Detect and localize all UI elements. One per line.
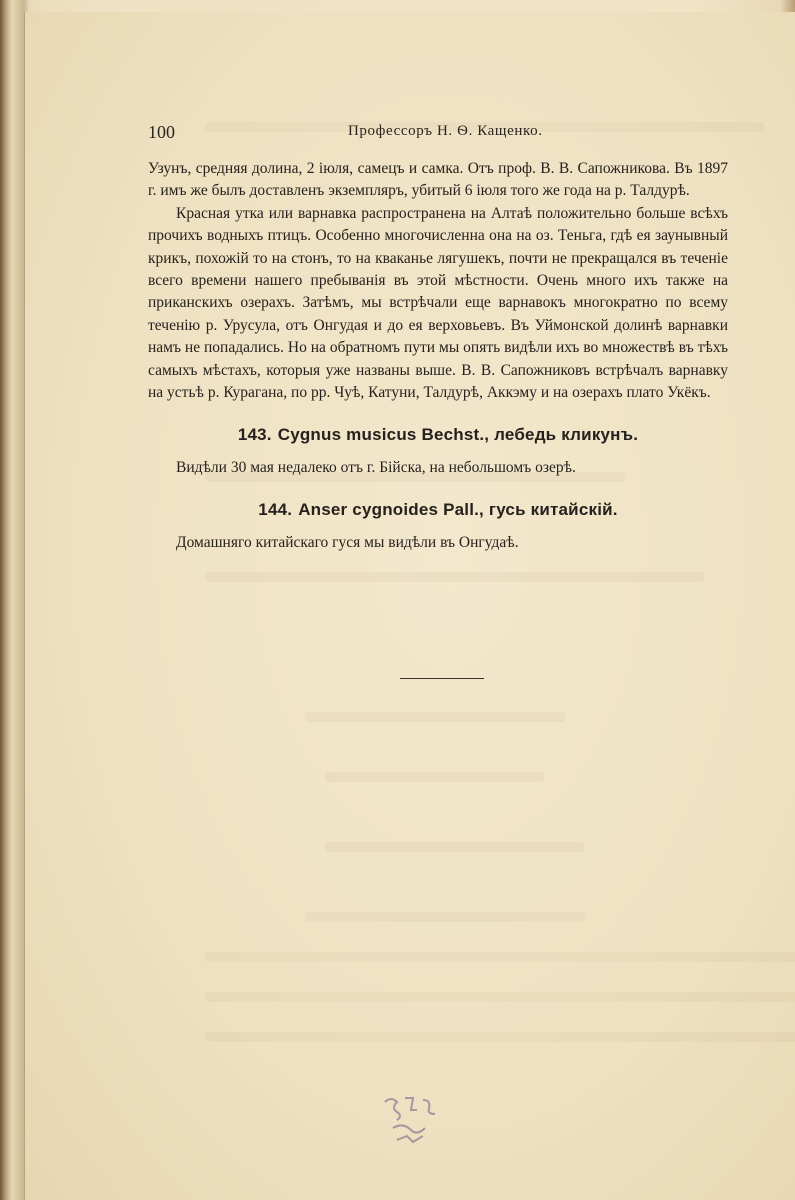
species-name: Anser cygnoides Pall., гусь китайскій. <box>298 500 618 520</box>
paragraph: Красная утка или варнавка распространена на Алтаѣ положительно больше всѣхъ прочихъ водныхъ птицъ. Особенно многочисленна она на оз. Теньга, гдѣ ея заунывный крикъ, похожій то на стонъ, то на кваканье лягушекъ, почти не прекращался въ теченіе всего времени нашего пребыванія въ этой мѣстности. Очень много ихъ также на приканскихъ озерахъ. Затѣмъ, мы встрѣчали еще варнавокъ многократно по всему теченію р. Урусула, отъ Онгудая и до ея верховьевъ. Въ Уймонской долинѣ варнавки намъ не попадались. Но на обратномъ пути мы опять видѣли ихъ во множествѣ въ тѣхъ самыхъ мѣстахъ, которыя уже названы выше. В. В. Сапожниковъ встрѣчалъ варнавку на устьѣ р. Курагана, по рр. Чуѣ, Катуни, Талдурѣ, Аккэму и на озерахъ плато Укёкъ. <box>148 204 728 402</box>
show-through <box>325 772 545 782</box>
library-stamp-icon <box>375 1090 445 1150</box>
page-header <box>148 122 728 142</box>
species-heading <box>148 424 728 446</box>
show-through <box>205 952 795 962</box>
paragraph: Узунъ, средняя долина, 2 іюля, самецъ и самка. Отъ проф. В. В. Сапожникова. Въ 1897 г. имъ же былъ доставленъ экземпляръ, убитый 6 іюля того же года на р. Талдурѣ. <box>148 160 728 200</box>
show-through <box>205 1032 795 1042</box>
species-text: Видѣли 30 мая недалеко отъ г. Бійска, на небольшомъ озерѣ. <box>176 458 576 476</box>
body-text <box>148 158 728 554</box>
page-number: 100 <box>148 122 175 142</box>
species-text: Домашняго китайскаго гуся мы видѣли въ Онгудаѣ. <box>176 533 519 551</box>
species-number: 143. <box>237 425 272 445</box>
species-heading <box>148 499 728 521</box>
show-through <box>305 712 565 722</box>
show-through <box>305 912 585 922</box>
show-through <box>205 992 795 1002</box>
show-through <box>205 572 705 582</box>
species-name: Cygnus musicus Bechst., лебедь кликунъ. <box>277 425 639 445</box>
show-through <box>325 842 585 852</box>
section-divider <box>400 678 484 679</box>
running-head: Профессоръ Н. Ѳ. Кащенко. <box>348 123 543 139</box>
species-number: 144. <box>258 500 293 520</box>
